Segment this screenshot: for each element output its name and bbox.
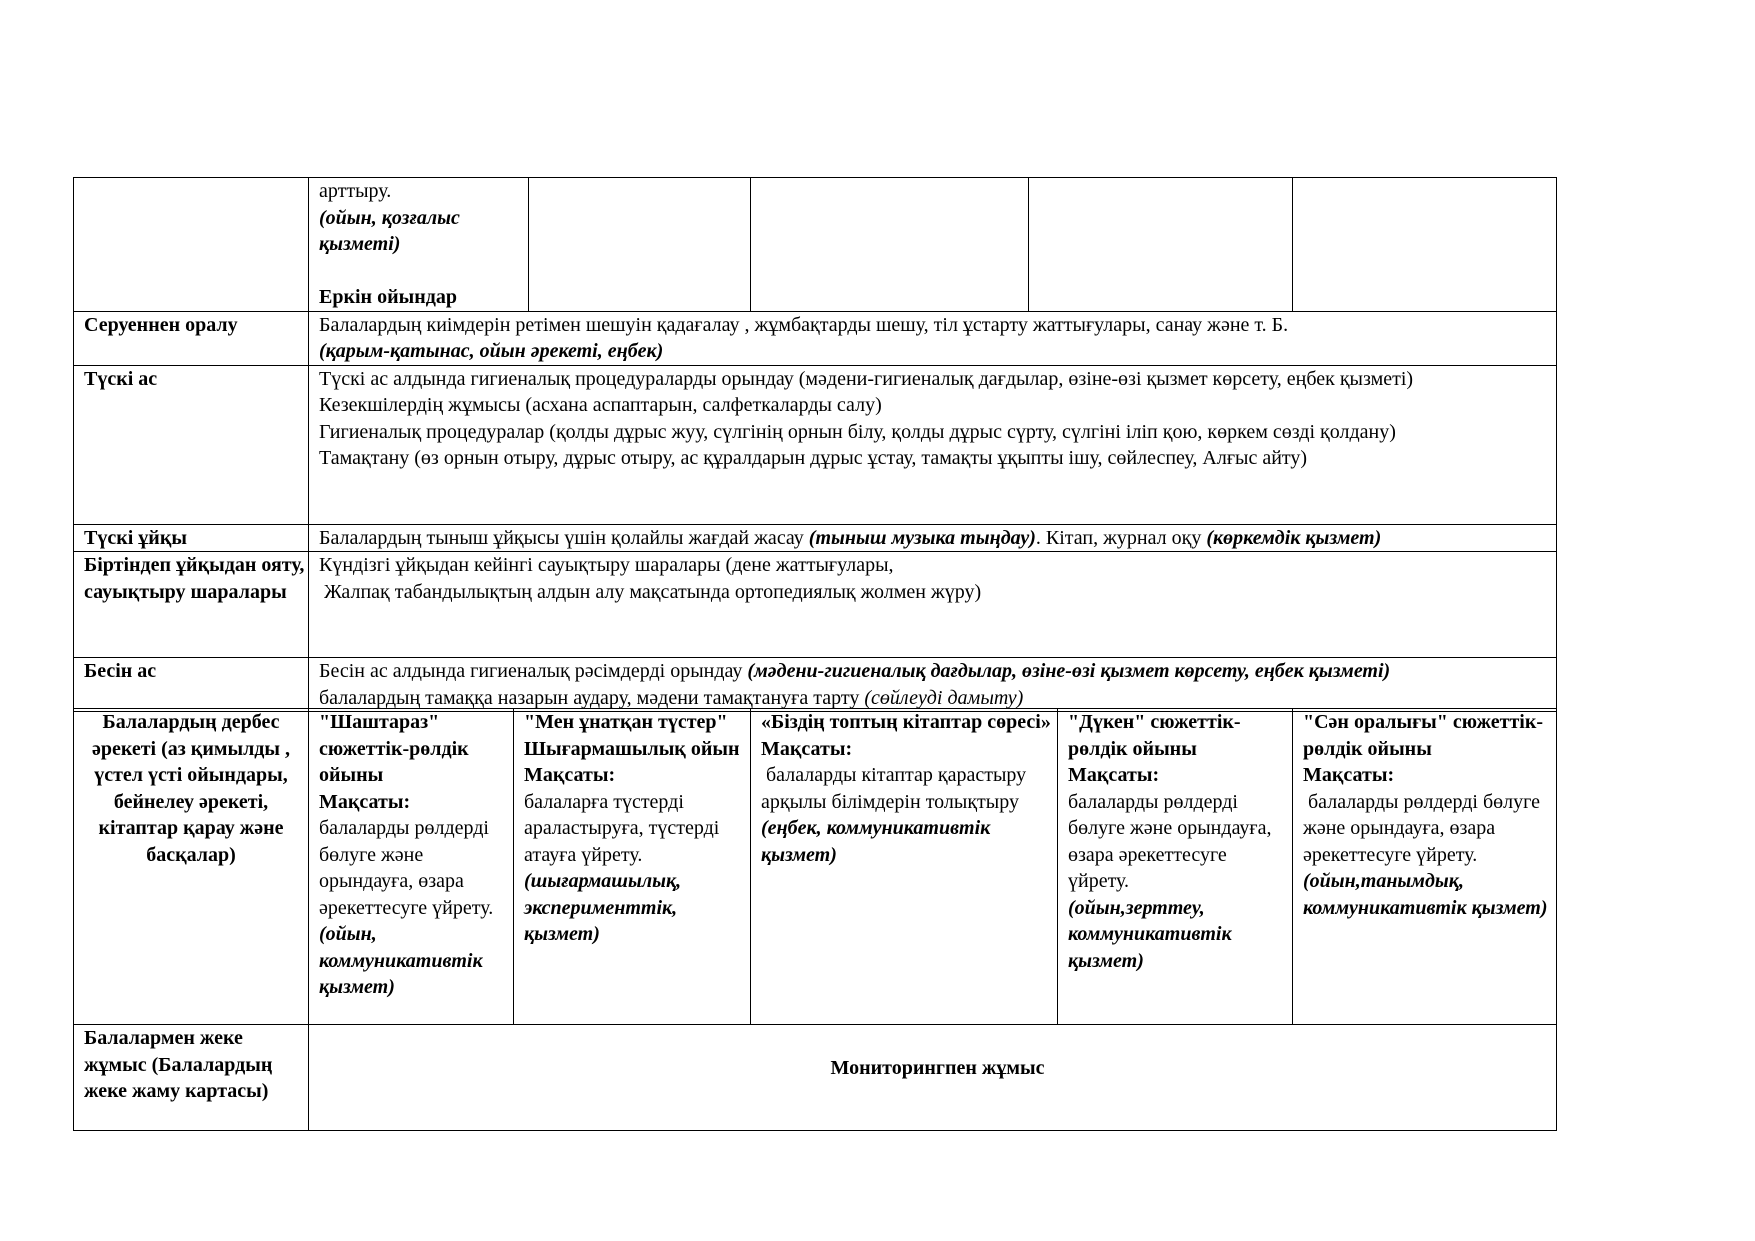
row-label-lunch: Түскі ас (74, 365, 309, 524)
nap-activity: (тыныш музыка тыңдау) (808, 526, 1036, 549)
wake-content (309, 552, 1557, 658)
nap-activity: (көркемдік қызмет) (1206, 526, 1382, 549)
schedule-table-upper (73, 177, 1557, 712)
top-line: Еркін ойындар (319, 286, 457, 308)
snack-activity: (мәдени-гигиеналық дағдылар, өзіне-өзі қызмет көрсету, еңбек қызметі) (747, 660, 1391, 682)
lunch-line: Кезекшілердің жұмысы (асхана аспаптарын, салфеткаларды салу) (319, 394, 882, 416)
table-row-snack (74, 658, 1557, 712)
top-line: арттыру. (319, 180, 392, 202)
top-activity-cell (309, 178, 529, 312)
game-cell (514, 709, 751, 1025)
table-row-lunch (74, 365, 1557, 524)
goal-label: Мақсаты: (1303, 764, 1395, 786)
table-row-return (74, 311, 1557, 365)
wake-line: Жалпақ табандылықтың алдын алу мақсатында ортопедиялық жолмен жүру) (319, 580, 982, 603)
top-line: қызметі) (319, 233, 401, 255)
game-title: "Сән оралығы" сюжеттік-рөлдік ойыны (1303, 711, 1544, 760)
empty-cell (751, 178, 1029, 312)
empty-cell (1293, 178, 1557, 312)
snack-text: балалардың тамаққа назарын аудару, мәдени тамақтануға тарту (319, 686, 865, 709)
row-label-independent: Балалардың дербес әрекеті (аз қимылды , үстел үсті ойындары, бейнелеу әрекеті, кітаптар қарау және басқалар) (74, 709, 309, 1025)
nap-text: . Кітап, журнал оқу (1035, 526, 1207, 549)
table-row-wake (74, 552, 1557, 658)
activity-type: (шығармашылық, эксперименттік, қызмет) (524, 870, 682, 945)
game-cell (1293, 709, 1557, 1025)
game-title: "Дүкен" сюжеттік-рөлдік ойыны (1068, 711, 1241, 760)
empty-cell (1029, 178, 1293, 312)
game-cell (751, 709, 1058, 1025)
lunch-line: Түскі ас алдында гигиеналық процедураларды орындау (мәдени-гигиеналық дағдылар, өзіне-өзі қызмет көрсету, еңбек қызметі) (319, 367, 1414, 390)
game-title: «Біздің топтың кітаптар сөресі» (761, 711, 1051, 733)
top-line (319, 258, 528, 285)
snack-content (309, 658, 1557, 712)
individual-content: Мониторингпен жұмыс (309, 1025, 1557, 1131)
goal-label: Мақсаты: (319, 790, 411, 813)
top-line: (ойын, қозғалыс (319, 206, 460, 229)
wake-line: Күндізгі ұйқыдан кейінгі сауықтыру шаралары (дене жаттығулары, (319, 554, 894, 576)
table-row-individual (74, 1025, 1557, 1131)
activity-type: (ойын,танымдық, коммуникативтік қызмет) (1303, 870, 1548, 919)
goal-label: Мақсаты: (524, 764, 616, 786)
goal-text: балаларды кітаптар қарастыру арқылы білімдерін толықтыру (761, 764, 1032, 813)
table-row-nap (74, 524, 1557, 552)
goal-text: балаларды рөлдерді бөлуге және орындауға, өзара әрекеттесуге үйрету. (1068, 790, 1272, 892)
row-label-nap: Түскі ұйқы (74, 524, 309, 552)
nap-text: Балалардың тыныш ұйқысы үшін қолайлы жағдай жасау (319, 526, 809, 549)
return-activity: (қарым-қатынас, ойын әрекеті, еңбек) (319, 340, 664, 362)
goal-text: балаларға түстерді араластыруға, түстерді атауға үйрету. (524, 790, 720, 866)
return-text: Балалардың киімдерін ретімен шешуін қадағалау , жұмбақтарды шешу, тіл ұстарту жаттығулары, санау және т. Б. (319, 313, 1289, 336)
row-label-snack: Бесін ас (74, 658, 309, 712)
lunch-line: Гигиеналық процедуралар (қолды дұрыс жуу, сүлгінің орнын білу, қолды дұрыс сүрту, сүлгіні іліп қою, көркем сөзді қолдану) (319, 420, 1396, 443)
empty-cell (529, 178, 751, 312)
game-cell (309, 709, 514, 1025)
activity-type: (еңбек, коммуникативтік қызмет) (761, 817, 991, 866)
activity-type: (ойын, коммуникативтік қызмет) (319, 923, 483, 998)
nap-content (309, 524, 1557, 552)
row-label-return: Серуеннен оралу (74, 311, 309, 365)
game-cell (1058, 709, 1293, 1025)
lunch-content (309, 365, 1557, 524)
snack-text: Бесін ас алдында гигиеналық рәсімдерді орындау (319, 660, 748, 682)
goal-label: Мақсаты: (761, 737, 853, 760)
goal-text: балаларды рөлдерді бөлуге және орындауға, өзара әрекеттесуге үйрету. (319, 817, 494, 919)
snack-activity: (сөйлеуді дамыту) (864, 686, 1024, 709)
activity-type: (ойын,зерттеу, коммуникативтік қызмет) (1068, 896, 1232, 972)
game-title: "Мен ұнатқан түстер" Шығармашылық ойын (524, 711, 740, 760)
snack-line (319, 658, 1556, 685)
row-label-individual: Балалармен жеке жұмыс (Балалардың жеке жаму картасы) (74, 1025, 309, 1131)
goal-label: Мақсаты: (1068, 764, 1160, 786)
table-row-independent (74, 709, 1557, 1025)
lunch-line: Тамақтану (өз орнын отыру, дұрыс отыру, ас құралдарын дұрыс ұстау, тамақты ұқыпты ішу, сөйлеспеу, Алғыс айту) (319, 447, 1308, 469)
table-row-top (74, 178, 1557, 312)
game-title: "Шаштараз" сюжеттік-рөлдік ойыны (319, 711, 469, 786)
goal-text: балаларды рөлдерді бөлуге және орындауға, өзара әрекеттесуге үйрету. (1303, 790, 1545, 866)
schedule-table-lower (73, 708, 1557, 1131)
row-label-wake: Біртіндеп ұйқыдан ояту, сауықтыру шаралары (74, 552, 309, 658)
label-cell-empty (74, 178, 309, 312)
return-content (309, 311, 1557, 365)
